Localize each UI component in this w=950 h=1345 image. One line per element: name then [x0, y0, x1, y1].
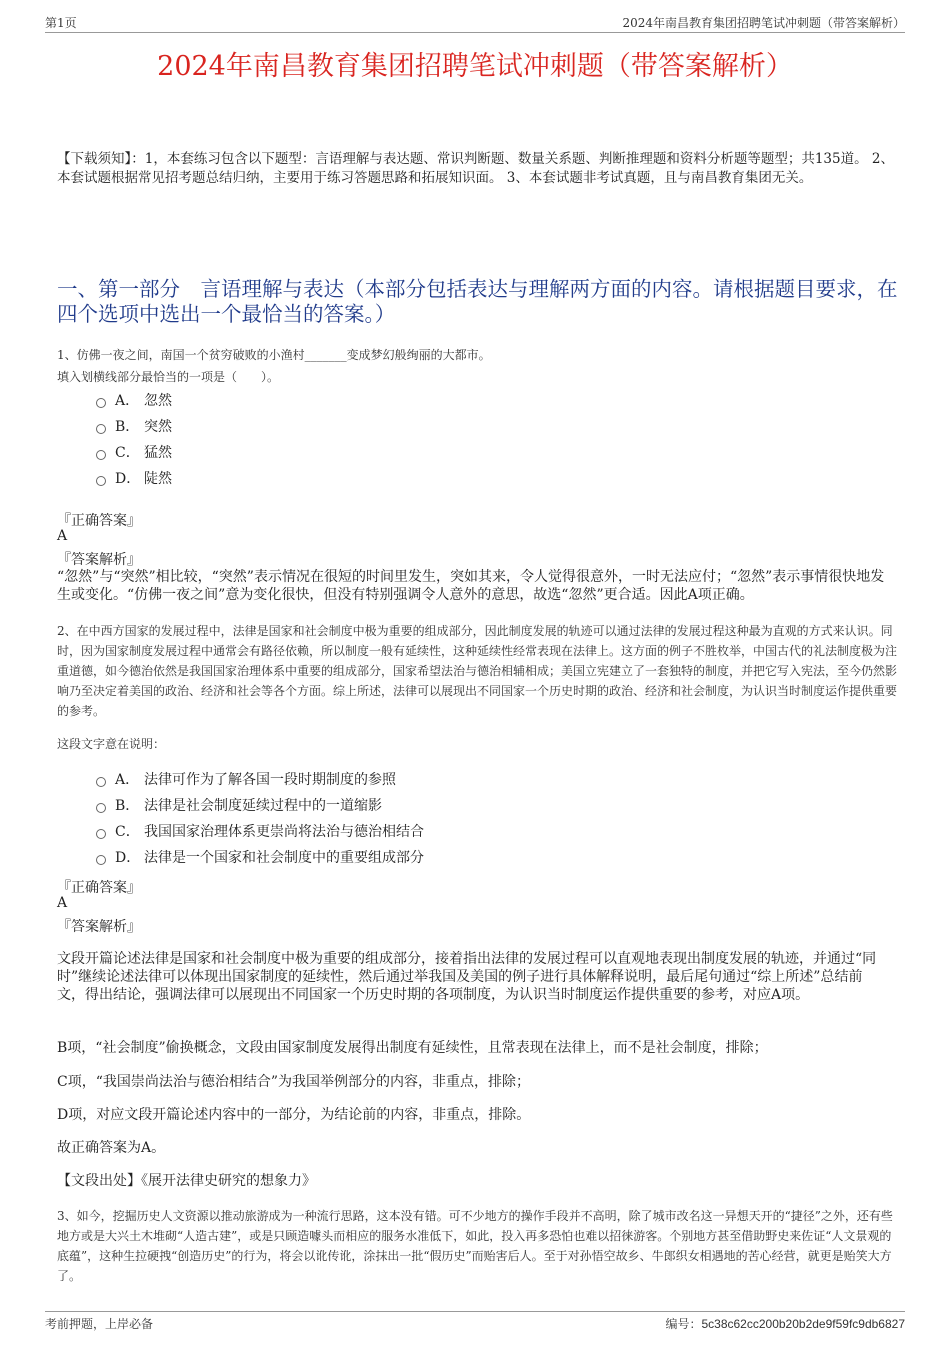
q1-option-d[interactable]: D． 陡然: [96, 468, 172, 488]
page-footer: [45, 1311, 905, 1333]
page-header: [45, 14, 905, 33]
q2-analysis-d: D项，对应文段开篇论述内容中的一部分，为结论前的内容，非重点，排除。: [57, 1107, 531, 1123]
q2-analysis-main: 文段开篇论述法律是国家和社会制度中极为重要的组成部分，接着指出法律的发展过程可以直观地表现出制度发展的轨迹，并通过“同时”继续论述法律可以体现出国家制度的延续性，然后通过举我国及美国的例子进行具体解释说明，最后尾句通过“综上所述”总结前文，得出结论，强调法律可以展现出不同国家一个历史时期的各项制度，为认识当时制度运作提供重要的参考，对应A项。: [57, 951, 877, 1003]
radio-icon[interactable]: [96, 450, 106, 460]
page-number: 第1页: [45, 16, 77, 30]
radio-icon[interactable]: [96, 777, 106, 787]
q1-analysis: “忽然”与“突然”相比较，“突然”表示情况在很短的时间里发生，突如其来，令人觉得很意外，一时无法应付；“忽然”表示事情很快地发生或变化。“仿佛一夜之间”意为变化很快，但没有特别强调令人意外的意思，故选“忽然”更合适。因此A项正确。: [57, 569, 885, 603]
q2-option-c[interactable]: C． 我国国家治理体系更崇尚将法治与德治相结合: [96, 821, 424, 841]
q1-answer: A: [57, 528, 68, 544]
radio-icon[interactable]: [96, 829, 106, 839]
q3-stem: 3、如今，挖掘历史人文资源以推动旅游成为一种流行思路，这本没有错。可不少地方的操作手段并不高明，除了城市改名这一异想天开的“捷径”之外，还有些地方或是大兴土木堆砌“人造古建”，或是只顾造噱头而相应的服务水准低下，如此，投入再多恐怕也难以招徕游客。个别地方甚至借助野史来佐证“人文景观的底蕴”，这种生拉硬拽“创造历史”的行为，将会以讹传讹，涂抹出一批“假历史”而贻害后人。至于对孙悟空故乡、牛郎织女相遇地的苦心经营，就更是贻笑大方了。: [57, 1209, 893, 1283]
q1-option-c[interactable]: C． 猛然: [96, 442, 172, 462]
q2-stem: 2、在中西方国家的发展过程中，法律是国家和社会制度中极为重要的组成部分，因此制度发展的轨迹可以通过法律的发展过程这种最为直观的方式来认识。同时，因为国家制度发展过程中通常会有路径依赖，所以制度一般有延续性，这种延续性经常表现在法律上。这方面的例子不胜枚举，中国古代的礼法制度极为注重道德，如今德治依然是我国国家治理体系中重要的组成部分，国家希望法治与德治相辅相成；美国立宪建立了一套独特的制度，并把它写入宪法，至今仍然影响乃至决定着美国的政治、经济和社会等各个方面。综上所述，法律可以展现出不同国家一个历史时期的政治、经济和社会制度，为认识当时制度运作提供重要的参考。: [57, 624, 898, 718]
q2-option-d[interactable]: D． 法律是一个国家和社会制度中的重要组成部分: [96, 847, 424, 867]
q2-answer-label: 『正确答案』: [57, 880, 141, 896]
document-title: 2024年南昌教育集团招聘笔试冲刺题（带答案解析）: [157, 51, 793, 82]
radio-icon[interactable]: [96, 803, 106, 813]
q2-prompt: 这段文字意在说明：: [57, 737, 166, 751]
q2-option-a[interactable]: A． 法律可作为了解各国一段时期制度的参照: [96, 769, 396, 789]
q1-stem: 1、仿佛一夜之间，南国一个贫穷破败的小渔村_______变成梦幻般绚丽的大都市。: [57, 348, 491, 362]
header-doc-title: 2024年南昌教育集团招聘笔试冲刺题（带答案解析）: [622, 16, 905, 30]
q1-option-b[interactable]: B． 突然: [96, 416, 172, 436]
download-notice: 【下载须知】：1，本套练习包含以下题型：言语理解与表达题、常识判断题、数量关系题、判断推理题和资料分析题等题型；共135道。 2、本套试题根据常见招考题总结归纳，主要用于练习答题思路和拓展知识面。 3、本套试题非考试真题，且与南昌教育集团无关。: [57, 151, 894, 186]
q1-analysis-label: 『答案解析』: [57, 552, 141, 568]
q2-analysis-b: B项，“社会制度”偷换概念，文段由国家制度发展得出制度有延续性，且常表现在法律上，而不是社会制度，排除；: [57, 1040, 768, 1056]
q2-analysis-label: 『答案解析』: [57, 919, 141, 935]
q1-prompt: 填入划横线部分最恰当的一项是（ ）。: [57, 370, 280, 384]
radio-icon[interactable]: [96, 855, 106, 865]
footer-slogan: 考前押题，上岸必备: [45, 1317, 154, 1331]
footer-code: 编号：5c38c62cc200b20b2de9f59fc9db6827: [665, 1317, 905, 1331]
section-heading: 一、第一部分 言语理解与表达（本部分包括表达与理解两方面的内容。请根据题目要求，在四个选项中选出一个最恰当的答案。）: [57, 277, 898, 326]
radio-icon[interactable]: [96, 476, 106, 486]
q2-conclusion: 故正确答案为A。: [57, 1140, 166, 1156]
q1-option-a[interactable]: A． 忽然: [96, 390, 172, 410]
q2-option-b[interactable]: B． 法律是社会制度延续过程中的一道缩影: [96, 795, 382, 815]
radio-icon[interactable]: [96, 424, 106, 434]
radio-icon[interactable]: [96, 398, 106, 408]
q2-answer: A: [57, 895, 68, 911]
q2-source: 【文段出处】《展开法律史研究的想象力》: [57, 1173, 316, 1189]
q2-analysis-c: C项，“我国崇尚法治与德治相结合”为我国举例部分的内容，非重点，排除；: [57, 1074, 531, 1090]
q1-answer-label: 『正确答案』: [57, 513, 141, 529]
